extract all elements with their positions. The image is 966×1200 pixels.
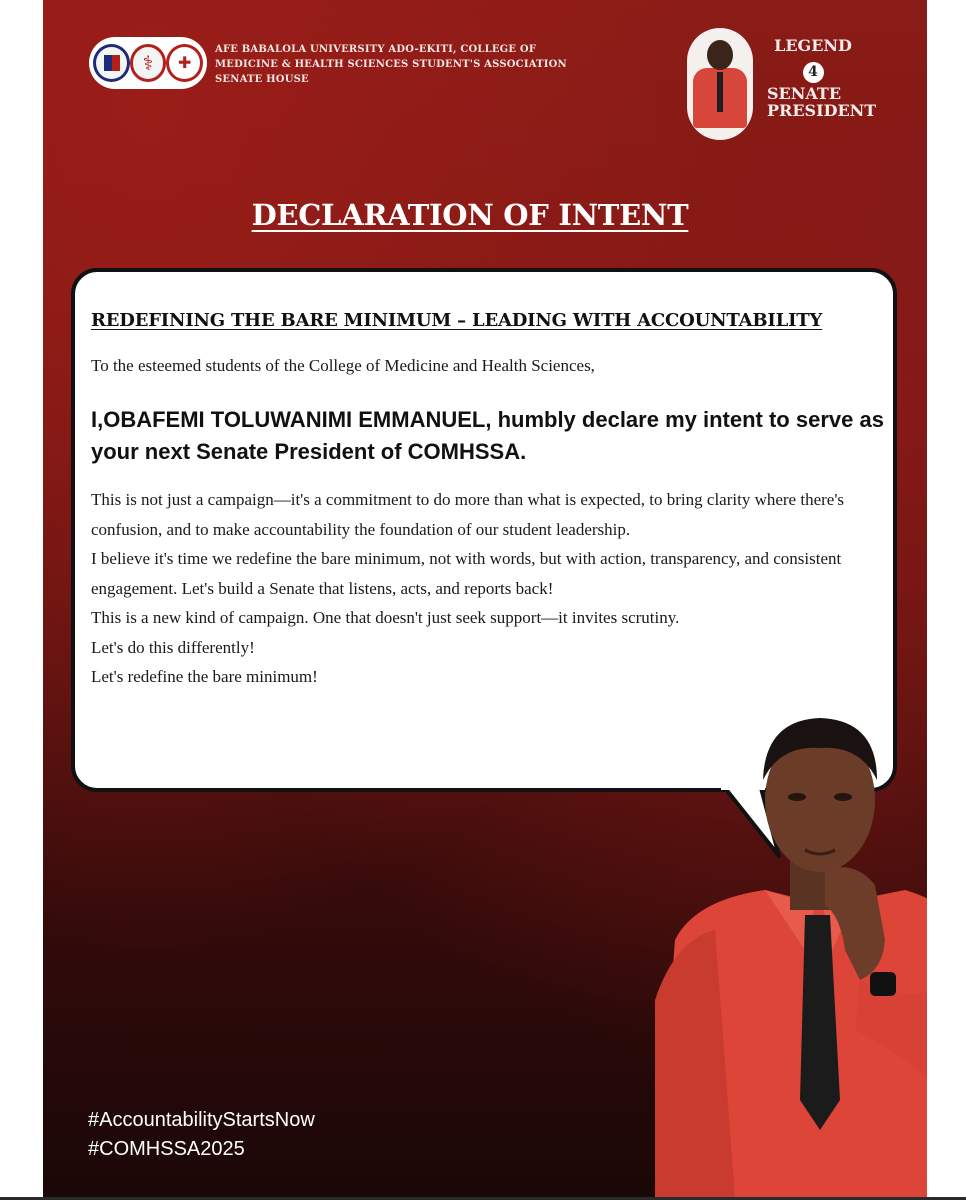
hashtags bbox=[88, 1106, 315, 1164]
statement-paragraph: This is a new kind of campaign. One that doesn't just seek support—it invites scrutiny. bbox=[91, 608, 680, 627]
association-logos bbox=[89, 37, 207, 89]
student-association-logo-icon bbox=[166, 44, 203, 82]
position-line: SENATE bbox=[767, 84, 842, 103]
college-medicine-logo-icon bbox=[130, 44, 167, 82]
legend-label: LEGEND bbox=[774, 36, 852, 55]
ballot-legend bbox=[753, 36, 877, 120]
statement-paragraph: This is not just a campaign—it's a commitment to do more than what is expected, to bring clarity where there's confusion, and to make accountability the foundation of our student leadership. bbox=[91, 490, 844, 539]
institution-name bbox=[215, 42, 567, 87]
thumbnail-tie bbox=[717, 72, 723, 112]
position-line: PRESIDENT bbox=[767, 101, 877, 120]
institution-line: MEDICINE & HEALTH SCIENCES STUDENT'S ASSOCIATION bbox=[215, 59, 567, 70]
campaign-poster bbox=[43, 0, 927, 1197]
candidate-portrait bbox=[655, 700, 927, 1197]
statement-declaration: I,OBAFEMI TOLUWANIMI EMMANUEL, humbly declare my intent to serve as your next Senate President of COMHSSA. bbox=[91, 407, 884, 464]
hashtag: #AccountabilityStartsNow bbox=[88, 1109, 315, 1131]
statement-subtitle: REDEFINING THE BARE MINIMUM – LEADING WITH ACCOUNTABILITY bbox=[91, 310, 823, 331]
statement-paragraph: Let's do this differently! bbox=[91, 637, 255, 657]
legend-number-badge: 4 bbox=[803, 62, 824, 83]
candidate-thumbnail bbox=[687, 28, 753, 140]
page-title: DECLARATION OF INTENT bbox=[251, 198, 689, 232]
statement-greeting: To the esteemed students of the College of Medicine and Health Sciences, bbox=[91, 356, 595, 375]
institution-line: SENATE HOUSE bbox=[215, 74, 309, 85]
statement-body bbox=[91, 485, 891, 692]
statement-paragraph: Let's redefine the bare minimum! bbox=[91, 667, 318, 686]
institution-line: AFE BABALOLA UNIVERSITY ADO-EKITI, COLLEGE OF bbox=[215, 44, 537, 55]
hashtag: #COMHSSA2025 bbox=[88, 1138, 245, 1160]
statement-paragraph: I believe it's time we redefine the bare minimum, not with words, but with action, transparency, and consistent engagement. Let's build a Senate that listens, acts, and reports back! bbox=[91, 549, 842, 598]
university-crest-icon bbox=[93, 44, 130, 82]
thumbnail-head bbox=[707, 40, 733, 70]
